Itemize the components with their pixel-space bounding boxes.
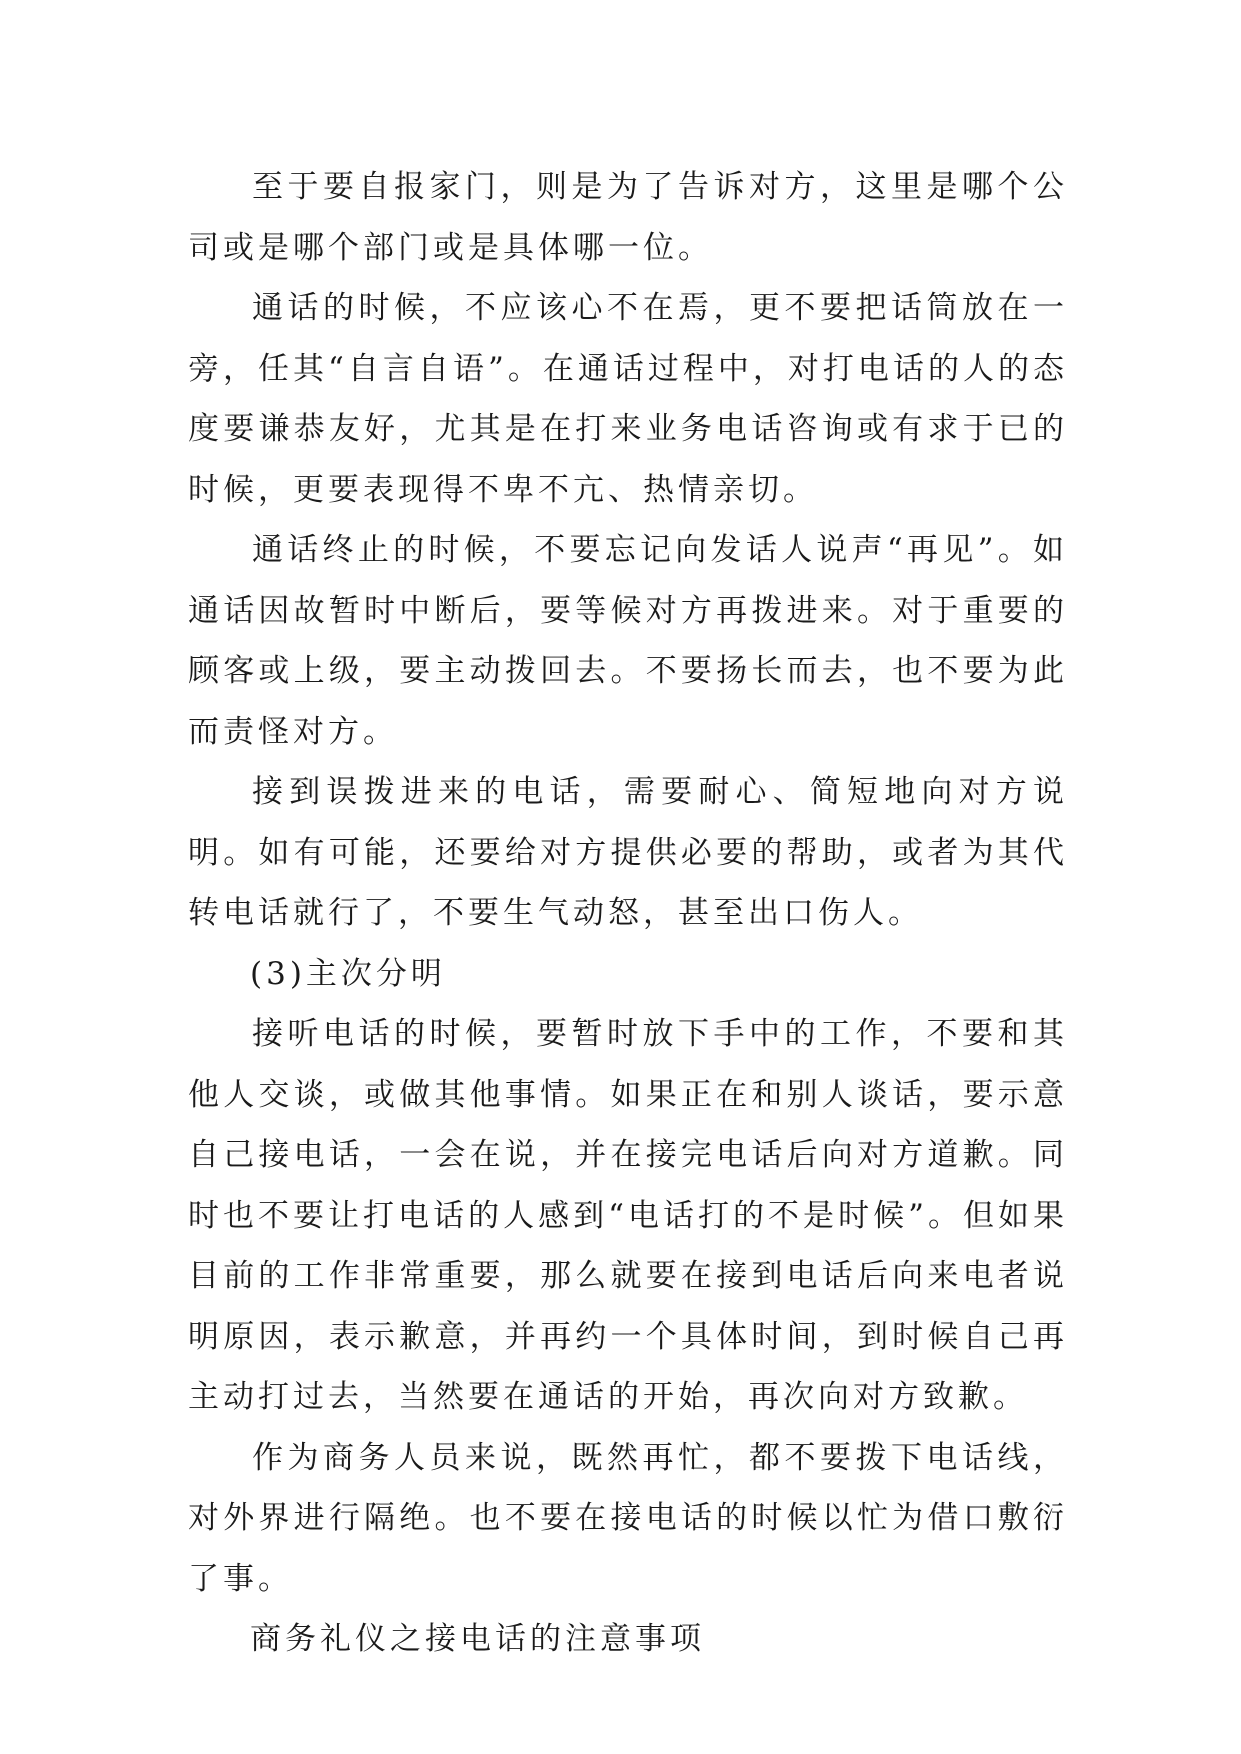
section-heading-answering-notes: 商务礼仪之接电话的注意事项 [250,1621,705,1657]
paragraph-pause-work: 接听电话的时候，要暂时放下手中的工作，不要和其他人交谈，或做其他事情。如果正在和别人谈话，要示意自己接电话，一会在说，并在接完电话后向对方道歉。同时也不要让打电话的人感到“电话打的不是时候”。但如果目前的工作非常重要，那么就要在接到电话后向来电者说明原因，表示歉意，并再约一个具体时间，到时候自己再主动打过去，当然要在通话的开始，再次向对方致歉。 [188,1016,1068,1415]
paragraph-wrong-number: 接到误拨进来的电话，需要耐心、简短地向对方说明。如有可能，还要给对方提供必要的帮助，或者为其代转电话就行了，不要生气动怒，甚至出口伤人。 [188,774,1068,931]
paragraph-busy-excuse: 作为商务人员来说，既然再忙，都不要拨下电话线，对外界进行隔绝。也不要在接电话的时候以忙为借口敷衍了事。 [188,1439,1068,1597]
paragraph-attentive-call: 通话的时候，不应该心不在焉，更不要把话筒放在一旁，任其“自言自语”。在通话过程中，对打电话的人的态度要谦恭友好，尤其是在打来业务电话咨询或有求于已的时候，更要表现得不卑不亢、热情亲切。 [188,290,1068,508]
paragraph-self-introduction: 至于要自报家门，则是为了告诉对方，这里是哪个公司或是哪个部门或是具体哪一位。 [188,169,1068,266]
section-heading-priorities: (3)主次分明 [250,955,446,992]
paragraph-call-ending: 通话终止的时候，不要忘记向发话人说声“再见”。如通话因故暂时中断后，要等候对方再拨进来。对于重要的顾客或上级，要主动拨回去。不要扬长而去，也不要为此而责怪对方。 [188,532,1068,750]
document-body [188,157,1068,1670]
